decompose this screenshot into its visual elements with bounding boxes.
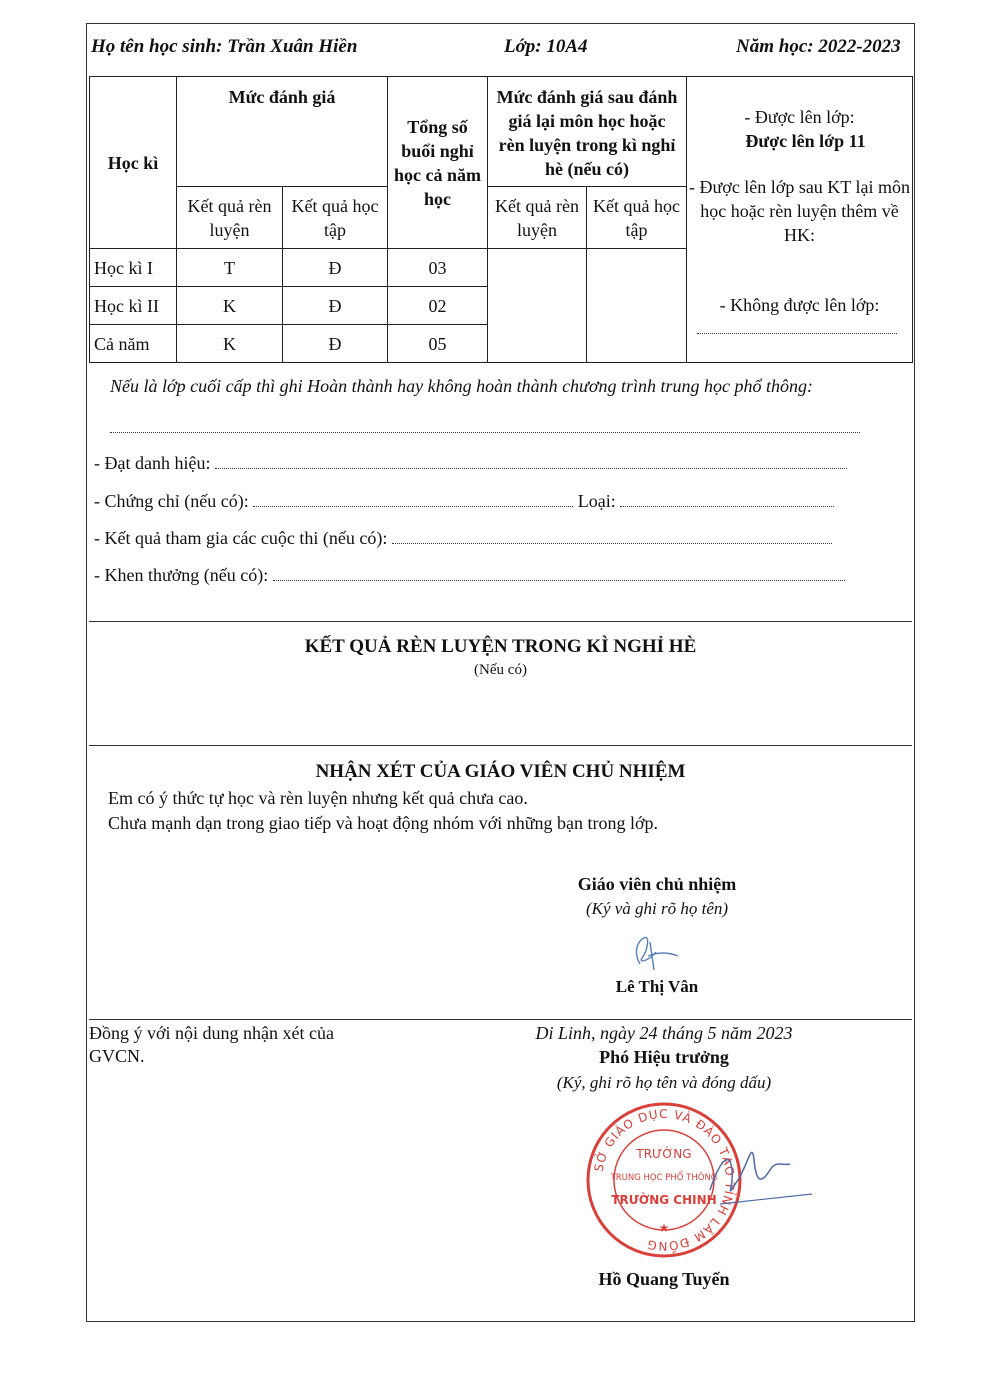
- certificate-label: - Chứng chỉ (nếu có):: [94, 491, 249, 511]
- not-promoted-line: [697, 321, 897, 334]
- row-semester: Cả năm: [90, 325, 177, 363]
- summer-subtitle: (Nếu có): [474, 662, 527, 678]
- row-training: T: [177, 249, 283, 287]
- certificate-row: [94, 490, 834, 512]
- col-study2-header: Kết quả học tập: [587, 187, 687, 249]
- col-study-header: Kết quả học tập: [283, 187, 388, 249]
- stamp-line3: TRƯỜNG CHINH: [611, 1193, 717, 1207]
- divider: [89, 745, 912, 746]
- principal-name: Hồ Quang Tuyến: [598, 1269, 730, 1289]
- contest-label: - Kết quả tham gia các cuộc thi (nếu có):: [94, 528, 388, 548]
- row-semester: Học kì I: [90, 249, 177, 287]
- row-absence: 05: [388, 325, 488, 363]
- agree-text: Đồng ý với nội dung nhận xét của GVCN.: [89, 1023, 334, 1066]
- row-study: Đ: [283, 325, 388, 363]
- row-semester: Học kì II: [90, 287, 177, 325]
- promoted-label: - Được lên lớp:: [744, 107, 855, 127]
- row-training: K: [177, 287, 283, 325]
- promotion-cell: [687, 77, 913, 363]
- final-grade-note: Nếu là lớp cuối cấp thì ghi Hoàn thành hay không hoàn thành chương trình trung học phổ thông:: [110, 376, 813, 396]
- stamp-ring-text: SỞ GIÁO DỤC VÀ ĐÀO TẠO TỈNH LÂM ĐỒNG: [591, 1106, 738, 1254]
- principal-role: Phó Hiệu trưởng: [599, 1047, 729, 1067]
- col-semester-header: Học kì: [90, 77, 177, 249]
- teacher-signature: [626, 930, 686, 972]
- svg-text:★: ★: [658, 1221, 670, 1235]
- student-name: Họ tên học sinh: Trần Xuân Hiền: [91, 36, 358, 57]
- teacher-signer-name: Lê Thị Vân: [615, 977, 699, 996]
- col-assessment-header: Mức đánh giá: [177, 77, 388, 187]
- award-row: [94, 564, 845, 586]
- principal-signature: [700, 1130, 820, 1220]
- teacher-comment-line: Em có ý thức tự học và rèn luyện nhưng kết quả chưa cao.: [108, 788, 528, 808]
- col-training2-header: Kết quả rèn luyện: [488, 187, 587, 249]
- teacher-signer-hint: (Ký và ghi rõ họ tên): [585, 899, 729, 918]
- row-training: K: [177, 325, 283, 363]
- col-reassess-header: Mức đánh giá sau đánh giá lại môn học hoặc rèn luyện trong kì nghỉ hè (nếu có): [488, 77, 687, 187]
- row-absence: 03: [388, 249, 488, 287]
- col-absence-header: Tổng số buổi nghỉ học cả năm học: [388, 77, 488, 249]
- grade-table: [89, 76, 912, 363]
- award-label: - Khen thưởng (nếu có):: [94, 565, 269, 585]
- divider: [89, 1019, 912, 1020]
- title-row: [94, 452, 847, 474]
- contest-row: [94, 527, 832, 549]
- principal-hint: (Ký, ghi rõ họ tên và đóng dấu): [556, 1073, 772, 1092]
- teacher-comment-line: Chưa mạnh dạn trong giao tiếp và hoạt động nhóm với những bạn trong lớp.: [108, 813, 658, 833]
- class-name: Lớp: 10A4: [504, 36, 588, 57]
- row-absence: 02: [388, 287, 488, 325]
- teacher-signer-role: Giáo viên chủ nhiệm: [577, 874, 737, 894]
- type-label: Loại:: [577, 491, 616, 511]
- promoted-value: Được lên lớp 11: [745, 131, 866, 151]
- divider: [89, 621, 912, 622]
- promoted-after-label: - Được lên lớp sau KT lại môn học hoặc rèn luyện thêm về HK:: [689, 177, 910, 245]
- row-study: Đ: [283, 249, 388, 287]
- final-grade-line: [110, 416, 860, 438]
- col-training-header: Kết quả rèn luyện: [177, 187, 283, 249]
- teacher-comment-title: NHẬN XÉT CỦA GIÁO VIÊN CHỦ NHIỆM: [315, 761, 686, 782]
- summer-title: KẾT QUẢ RÈN LUYỆN TRONG KÌ NGHỈ HÈ: [304, 636, 697, 657]
- school-year: Năm học: 2022-2023: [736, 36, 901, 57]
- title-label: - Đạt danh hiệu:: [94, 453, 211, 473]
- reassess-study-cell: [587, 249, 687, 363]
- reassess-training-cell: [488, 249, 587, 363]
- row-study: Đ: [283, 287, 388, 325]
- place-date: Di Linh, ngày 24 tháng 5 năm 2023: [535, 1023, 793, 1043]
- stamp-line1: TRƯỜNG: [636, 1147, 692, 1161]
- stamp-line2: TRUNG HỌC PHỔ THÔNG: [610, 1173, 718, 1183]
- not-promoted-label: - Không được lên lớp:: [719, 295, 880, 315]
